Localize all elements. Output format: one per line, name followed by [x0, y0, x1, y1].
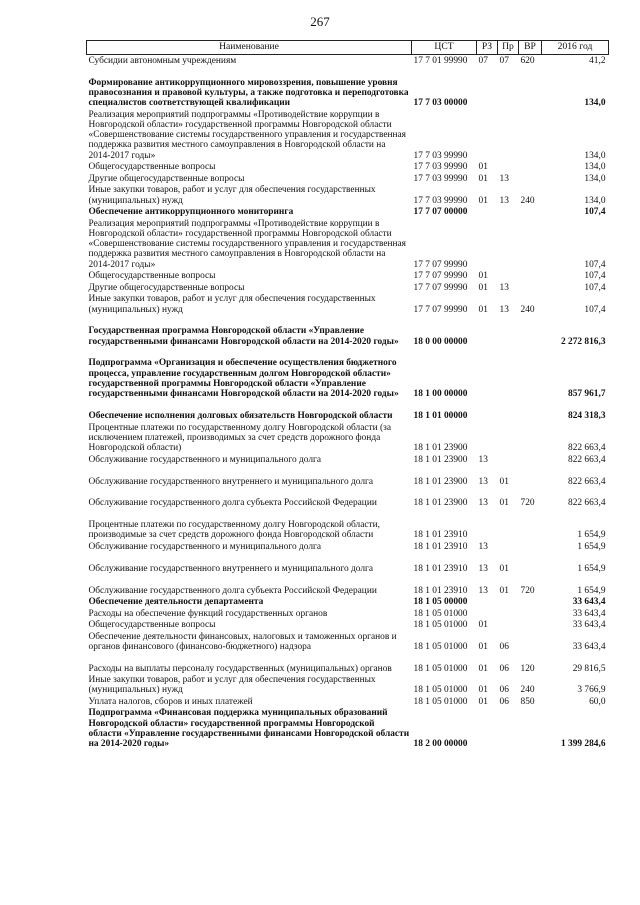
row-name: Подпрограмма «Финансовая поддержка муниципальных образований Новгородской области» государственной программы Новгородской области «Управление государственными финансами Новгородской области на 2014-2020 годы»: [88, 708, 410, 750]
header-pr: Пр: [498, 41, 519, 55]
table-row: [87, 465, 609, 487]
row-name: Обслуживание государственного внутреннего и муниципального долга: [88, 563, 374, 574]
row-vr: [519, 400, 542, 422]
row-pr: [498, 454, 519, 466]
row-vr: [519, 707, 542, 749]
row-vr: 120: [520, 663, 535, 674]
table-row: [87, 509, 609, 541]
row-name: Обеспечение антикоррупционного мониторинга: [88, 207, 294, 218]
row-cst: 17 7 03 99990: [413, 150, 468, 161]
table-row: [87, 66, 609, 108]
row-cst: 18 1 01 23910: [413, 563, 468, 574]
row-rz: [477, 108, 498, 161]
row-pr: 01: [499, 476, 509, 487]
row-name: Обеспечение деятельности финансовых, налоговых и таможенных органов и органов финансового (финансово-бюджетного) надзора: [88, 631, 397, 652]
row-vr: [519, 552, 542, 574]
table-row: [87, 270, 609, 282]
table-row: [87, 161, 609, 173]
row-amount: 107,4: [584, 304, 606, 315]
row-cst: 18 1 01 23910: [413, 541, 468, 552]
row-cst: 18 1 05 01000: [413, 696, 468, 707]
row-amount: 33 643,4: [572, 597, 606, 608]
row-cst: 18 1 05 01000: [413, 620, 468, 631]
row-name: Уплата налогов, сборов и иных платежей: [88, 696, 253, 707]
row-cst: 17 7 07 00000: [413, 207, 468, 218]
table-row: [87, 217, 609, 270]
row-name: Формирование антикоррупционного мировоззрения, повышение уровня правосознания и правовой культуры, а также подготовка и переподготовка специалистов соответствующей квалификации: [88, 77, 409, 109]
row-pr: [498, 315, 519, 347]
row-rz: 01: [478, 173, 488, 184]
row-pr: 06: [499, 696, 509, 707]
row-cst: 18 1 05 01000: [413, 685, 468, 696]
row-amount: 33 643,4: [572, 620, 606, 631]
row-pr: 06: [499, 685, 509, 696]
row-cst: 17 7 03 99990: [413, 162, 468, 173]
row-rz: 01: [478, 195, 488, 206]
row-vr: [519, 347, 542, 400]
row-cst: 17 7 07 99990: [413, 304, 468, 315]
row-pr: 13: [499, 304, 509, 315]
row-amount: 29 816,5: [572, 663, 606, 674]
row-pr: [498, 161, 519, 173]
row-pr: [498, 541, 519, 553]
row-rz: 01: [478, 696, 488, 707]
table-row: [87, 347, 609, 400]
row-name: Другие общегосударственные вопросы: [88, 173, 245, 184]
row-amount: 107,4: [584, 207, 606, 218]
row-amount: 33 643,4: [572, 608, 606, 619]
row-pr: [498, 509, 519, 541]
row-cst: 18 1 01 23900: [413, 498, 468, 509]
row-vr: [519, 217, 542, 270]
table-row: [87, 596, 609, 608]
row-cst: 18 1 01 23900: [413, 454, 468, 465]
row-amount: 107,4: [584, 271, 606, 282]
row-cst: 18 1 00 00000: [413, 389, 468, 400]
row-amount: 822 663,4: [568, 443, 606, 454]
row-cst: 17 7 07 99990: [413, 271, 468, 282]
row-name: Обслуживание государственного долга субъекта Российской Федерации: [88, 498, 377, 509]
row-cst: 18 1 01 23910: [413, 585, 468, 596]
row-name: Иные закупки товаров, работ и услуг для обеспечения государственных (муниципальных) нужд: [88, 185, 376, 206]
table-row: [87, 674, 609, 696]
row-pr: [498, 347, 519, 400]
row-amount: 1 654,9: [577, 530, 606, 541]
row-amount: 134,0: [584, 150, 606, 161]
row-vr: 240: [520, 304, 535, 315]
table-row: [87, 55, 609, 67]
row-rz: 01: [478, 620, 488, 631]
row-pr: [498, 596, 519, 608]
row-rz: [477, 509, 498, 541]
row-rz: [477, 217, 498, 270]
row-pr: 13: [499, 173, 509, 184]
row-amount: 60,0: [589, 696, 606, 707]
row-vr: 620: [520, 55, 535, 66]
row-name: Иные закупки товаров, работ и услуг для обеспечения государственных (муниципальных) нужд: [88, 294, 376, 315]
row-vr: [519, 270, 542, 282]
row-name: Обслуживание государственного и муниципального долга: [88, 541, 322, 552]
table-row: [87, 619, 609, 631]
row-rz: [477, 421, 498, 453]
row-name: Расходы на обеспечение функций государственных органов: [88, 608, 328, 619]
table-row: [87, 652, 609, 674]
row-name: Иные закупки товаров, работ и услуг для обеспечения государственных (муниципальных) нужд: [88, 675, 376, 696]
row-name: Обеспечение деятельности департамента: [88, 597, 264, 608]
row-name: Обеспечение исполнения долговых обязательств Новгородской области: [88, 411, 393, 422]
budget-table: [86, 40, 609, 750]
table-row: [87, 487, 609, 509]
row-rz: [477, 206, 498, 218]
row-rz: [477, 66, 498, 108]
row-rz: 01: [478, 282, 488, 293]
table-row: [87, 574, 609, 596]
row-pr: 01: [499, 563, 509, 574]
row-pr: [498, 108, 519, 161]
row-vr: [519, 206, 542, 218]
row-vr: [519, 619, 542, 631]
row-pr: 01: [499, 585, 509, 596]
row-name: Обслуживание государственного и муниципального долга: [88, 454, 322, 465]
table-row: [87, 454, 609, 466]
row-rz: 01: [478, 685, 488, 696]
row-name: Реализация мероприятий подпрограммы «Противодействие коррупции в Новгородской области» государственной программы Новгородской области «Совершенствование системы государственного управления и государственная поддержка развития местного самоуправления в Новгородской области на 2014-2017 годы»: [88, 218, 406, 270]
row-cst: 17 7 03 99990: [413, 173, 468, 184]
row-name: Подпрограмма «Организация и обеспечение осуществления бюджетного процесса, управление государственным долгом Новгородской области» государственной программы Новгородской области «Управление государственными финансами Новгородской области на 2014-2020 годы»: [88, 358, 399, 400]
header-cst: ЦСТ: [412, 41, 477, 55]
row-name: Расходы на выплаты персоналу государственных (муниципальных) органов: [88, 663, 392, 674]
row-vr: 240: [520, 195, 535, 206]
row-pr: [498, 217, 519, 270]
row-vr: [519, 607, 542, 619]
row-pr: [498, 707, 519, 749]
row-rz: 13: [478, 476, 488, 487]
table-row: [87, 206, 609, 218]
row-amount: 107,4: [584, 259, 606, 270]
row-vr: [519, 630, 542, 652]
header-year: 2016 год: [542, 41, 609, 55]
row-vr: [519, 596, 542, 608]
row-pr: [498, 421, 519, 453]
row-amount: 107,4: [584, 282, 606, 293]
row-pr: [498, 619, 519, 631]
row-vr: [519, 173, 542, 185]
row-pr: 07: [499, 55, 509, 66]
row-amount: 857 961,7: [568, 389, 606, 400]
row-cst: 17 7 01 99990: [413, 55, 468, 66]
row-vr: [519, 282, 542, 294]
row-pr: 06: [499, 663, 509, 674]
row-vr: 720: [520, 585, 535, 596]
row-amount: 33 643,4: [572, 641, 606, 652]
table-row: [87, 184, 609, 206]
row-vr: [519, 421, 542, 453]
row-cst: 17 7 07 99990: [413, 282, 468, 293]
row-amount: 134,0: [584, 173, 606, 184]
row-name: Другие общегосударственные вопросы: [88, 282, 245, 293]
header-vr: ВР: [519, 41, 542, 55]
row-cst: 18 2 00 00000: [413, 739, 468, 750]
row-cst: 18 1 01 00000: [413, 411, 468, 422]
row-pr: [498, 66, 519, 108]
row-rz: [477, 400, 498, 422]
row-amount: 824 318,3: [568, 411, 606, 422]
row-amount: 134,0: [584, 162, 606, 173]
row-pr: 13: [499, 195, 509, 206]
row-amount: 3 766,9: [577, 685, 606, 696]
row-rz: [477, 707, 498, 749]
row-rz: [477, 596, 498, 608]
row-name: Обслуживание государственного долга субъекта Российской Федерации: [88, 585, 377, 596]
table-row: [87, 421, 609, 453]
row-pr: [498, 400, 519, 422]
row-rz: [477, 315, 498, 347]
row-pr: 01: [499, 498, 509, 509]
page-number: 267: [310, 14, 330, 29]
row-cst: 17 7 03 99990: [413, 195, 468, 206]
row-rz: 01: [478, 304, 488, 315]
row-name: Реализация мероприятий подпрограммы «Противодействие коррупции в Новгородской области» государственной программы Новгородской области «Совершенствование системы государственного управления и государственная поддержка развития местного самоуправления в Новгородской области на 2014-2017 годы»: [88, 109, 406, 161]
row-vr: 720: [520, 498, 535, 509]
row-name: Обслуживание государственного внутреннего и муниципального долга: [88, 476, 374, 487]
header-name: Наименование: [87, 41, 412, 55]
row-rz: [477, 607, 498, 619]
row-pr: [498, 206, 519, 218]
row-pr: [498, 270, 519, 282]
row-rz: 01: [478, 663, 488, 674]
row-vr: [519, 161, 542, 173]
row-name: Процентные платежи по государственному долгу Новгородской области (за исключением платежей, производимых за счет средств дорожного фонда Новгородской области): [88, 422, 391, 454]
table-row: [87, 282, 609, 294]
row-pr: 06: [499, 641, 509, 652]
row-cst: 18 1 05 00000: [413, 597, 468, 608]
row-rz: 07: [478, 55, 488, 66]
row-rz: [477, 347, 498, 400]
table-row: [87, 696, 609, 708]
row-vr: [519, 454, 542, 466]
row-vr: 850: [520, 696, 535, 707]
table-row: [87, 607, 609, 619]
table-row: [87, 173, 609, 185]
row-pr: [498, 607, 519, 619]
row-name: Общегосударственные вопросы: [88, 620, 216, 631]
table-row: [87, 707, 609, 749]
row-amount: 822 663,4: [568, 498, 606, 509]
row-vr: [519, 509, 542, 541]
row-amount: 822 663,4: [568, 454, 606, 465]
row-pr: 13: [499, 282, 509, 293]
table-row: [87, 400, 609, 422]
table-body: [87, 55, 609, 750]
row-name: Общегосударственные вопросы: [88, 271, 216, 282]
row-amount: 2 272 816,3: [560, 336, 606, 347]
header-rz: РЗ: [477, 41, 498, 55]
row-rz: 13: [478, 498, 488, 509]
table-row: [87, 630, 609, 652]
row-rz: 13: [478, 585, 488, 596]
row-vr: [519, 315, 542, 347]
row-vr: 240: [520, 685, 535, 696]
row-cst: 18 1 05 01000: [413, 663, 468, 674]
row-rz: 13: [478, 563, 488, 574]
table-row: [87, 541, 609, 553]
row-amount: 41,2: [589, 55, 606, 66]
row-amount: 822 663,4: [568, 476, 606, 487]
row-vr: [519, 66, 542, 108]
row-rz: 13: [478, 541, 488, 552]
row-cst: 18 1 01 23900: [413, 476, 468, 487]
row-vr: [519, 541, 542, 553]
row-amount: 1 654,9: [577, 563, 606, 574]
row-amount: 134,0: [584, 195, 606, 206]
row-amount: 1 654,9: [577, 541, 606, 552]
row-cst: 18 1 05 01000: [413, 608, 468, 619]
row-name: Общегосударственные вопросы: [88, 162, 216, 173]
row-amount: 1 399 284,6: [560, 739, 606, 750]
row-name: Субсидии автономным учреждениям: [88, 55, 237, 66]
table-row: [87, 552, 609, 574]
row-cst: 18 1 01 23900: [413, 443, 468, 454]
row-cst: 18 1 05 01000: [413, 641, 468, 652]
table-row: [87, 315, 609, 347]
row-amount: 1 654,9: [577, 585, 606, 596]
row-vr: [519, 108, 542, 161]
table-row: [87, 293, 609, 315]
row-cst: 17 7 03 00000: [413, 98, 468, 109]
row-rz: 01: [478, 162, 488, 173]
row-rz: 13: [478, 454, 488, 465]
row-name: Государственная программа Новгородской области «Управление государственными финансами Новгородской области на 2014-2020 годы»: [88, 326, 399, 347]
row-cst: 18 1 01 23910: [413, 530, 468, 541]
table-row: [87, 108, 609, 161]
row-cst: 17 7 07 99990: [413, 259, 468, 270]
row-cst: 18 0 00 00000: [413, 336, 468, 347]
row-rz: 01: [478, 271, 488, 282]
row-name: Процентные платежи по государственному долгу Новгородской области, производимые за счет средств дорожного фонда Новгородской области: [88, 520, 381, 541]
table-header: [87, 41, 609, 55]
row-rz: 01: [478, 641, 488, 652]
row-vr: [519, 465, 542, 487]
row-amount: 134,0: [584, 98, 606, 109]
